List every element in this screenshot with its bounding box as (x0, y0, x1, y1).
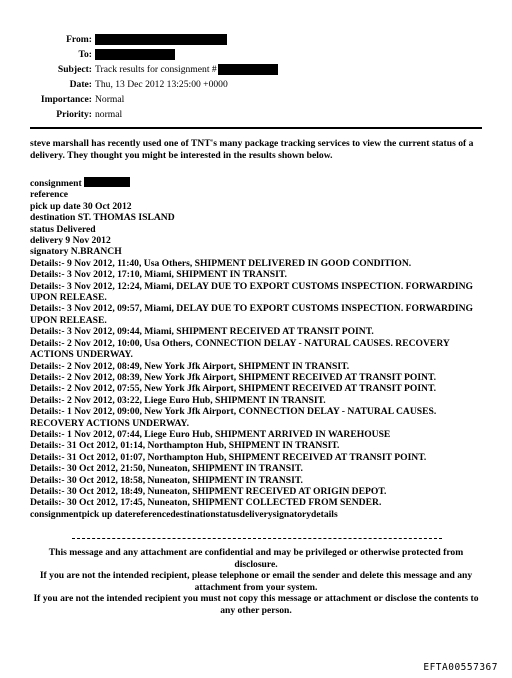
redaction-bar (95, 49, 175, 60)
footer-line: If you are not the intended recipient you must not copy this message or attachment or disclose the contents to any other person. (33, 593, 479, 616)
date-label: Date: (69, 79, 92, 90)
pickup-line: pick up date 30 Oct 2012 (30, 200, 132, 212)
confidentiality-footer (28, 547, 484, 617)
footer-line: If you are not the intended recipient, please telephone or email the sender and delete this message and any attachment from your system. (39, 570, 473, 593)
redaction-bar (95, 34, 227, 45)
consignment-line: consignment (30, 177, 492, 189)
importance-value: Normal (95, 94, 125, 105)
detail-line: Details:- 3 Nov 2012, 09:57, Miami, DELAY DUE TO EXPORT CUSTOMS INSPECTION. FORWARDING UPON RELEASE. (30, 303, 473, 326)
importance-row (0, 92, 512, 107)
tracking-results (30, 177, 492, 520)
detail-line: Details:- 9 Nov 2012, 11:40, Usa Others, SHIPMENT DELIVERED IN GOOD CONDITION. (30, 257, 412, 269)
detail-line: Details:- 1 Nov 2012, 07:44, Liege Euro Hub, SHIPMENT ARRIVED IN WAREHOUSE (30, 428, 391, 440)
signatory-line: signatory N.BRANCH (30, 246, 122, 258)
intro-paragraph: steve marshall has recently used one of TNT's many package tracking services to view the current status of a delivery. They thought you might be interested in the results shown below. (30, 138, 474, 161)
footer-line: This message and any attachment are confidential and may be privileged or otherwise protected from disclosure. (48, 547, 464, 570)
detail-line: Details:- 2 Nov 2012, 08:39, New York Jfk Airport, SHIPMENT RECEIVED AT TRANSIT POINT. (30, 371, 437, 383)
detail-line: Details:- 31 Oct 2012, 01:14, Northampton Hub, SHIPMENT IN TRANSIT. (30, 440, 340, 452)
email-header (0, 32, 512, 122)
detail-line: Details:- 30 Oct 2012, 21:50, Nuneaton, SHIPMENT IN TRANSIT. (30, 463, 303, 475)
detail-line: Details:- 30 Oct 2012, 18:58, Nuneaton, SHIPMENT IN TRANSIT. (30, 474, 303, 486)
from-row (0, 32, 512, 47)
detail-line: Details:- 2 Nov 2012, 03:22, Liege Euro Hub, SHIPMENT IN TRANSIT. (30, 394, 326, 406)
destination-line: destination ST. THOMAS ISLAND (30, 212, 175, 224)
delivery-line: delivery 9 Nov 2012 (30, 235, 111, 247)
detail-line: Details:- 30 Oct 2012, 18:49, Nuneaton, SHIPMENT RECEIVED AT ORIGIN DEPOT. (30, 485, 387, 497)
reference-line: reference (30, 189, 68, 201)
from-label: From: (66, 34, 92, 45)
date-row (0, 77, 512, 92)
to-label: To: (78, 49, 92, 60)
footer-divider (72, 538, 442, 539)
detail-line: Details:- 3 Nov 2012, 17:10, Miami, SHIPMENT IN TRANSIT. (30, 269, 287, 281)
header-divider (30, 127, 482, 129)
status-line: status Delivered (30, 223, 96, 235)
detail-line: Details:- 2 Nov 2012, 07:55, New York Jfk Airport, SHIPMENT RECEIVED AT TRANSIT POINT. (30, 383, 437, 395)
detail-line: Details:- 2 Nov 2012, 10:00, Usa Others, CONNECTION DELAY - NATURAL CAUSES. RECOVERY ACTIONS UNDERWAY. (30, 337, 450, 361)
date-value: Thu, 13 Dec 2012 13:25:00 +0000 (95, 79, 228, 90)
detail-line: Details:- 31 Oct 2012, 01:07, Northampton Hub, SHIPMENT RECEIVED AT TRANSIT POINT. (30, 451, 427, 463)
redaction-bar (218, 64, 278, 75)
priority-row (0, 107, 512, 122)
priority-label: Priority: (56, 109, 92, 120)
subject-value: Track results for consignment # (95, 64, 217, 75)
priority-value: normal (95, 109, 123, 120)
subject-label: Subject: (57, 64, 92, 75)
redaction-bar (84, 177, 130, 187)
trailer-line: consignmentpick up datereferencedestinationstatusdeliverysignatorydetails (30, 508, 338, 520)
detail-line: Details:- 3 Nov 2012, 09:44, Miami, SHIPMENT RECEIVED AT TRANSIT POINT. (30, 326, 374, 338)
detail-line: Details:- 30 Oct 2012, 17:45, Nuneaton, SHIPMENT COLLECTED FROM SENDER. (30, 497, 382, 509)
to-row (0, 47, 512, 62)
document-id-stamp: EFTA00557367 (423, 662, 498, 673)
detail-line: Details:- 1 Nov 2012, 09:00, New York Jfk Airport, CONNECTION DELAY - NATURAL CAUSES. RECOVERY ACTIONS UNDERWAY. (30, 406, 437, 429)
detail-line: Details:- 3 Nov 2012, 12:24, Miami, DELAY DUE TO EXPORT CUSTOMS INSPECTION. FORWARDING UPON RELEASE. (30, 280, 473, 304)
importance-label: Importance: (40, 94, 92, 105)
detail-line: Details:- 2 Nov 2012, 08:49, New York Jfk Airport, SHIPMENT IN TRANSIT. (30, 360, 350, 372)
subject-row (0, 62, 512, 77)
